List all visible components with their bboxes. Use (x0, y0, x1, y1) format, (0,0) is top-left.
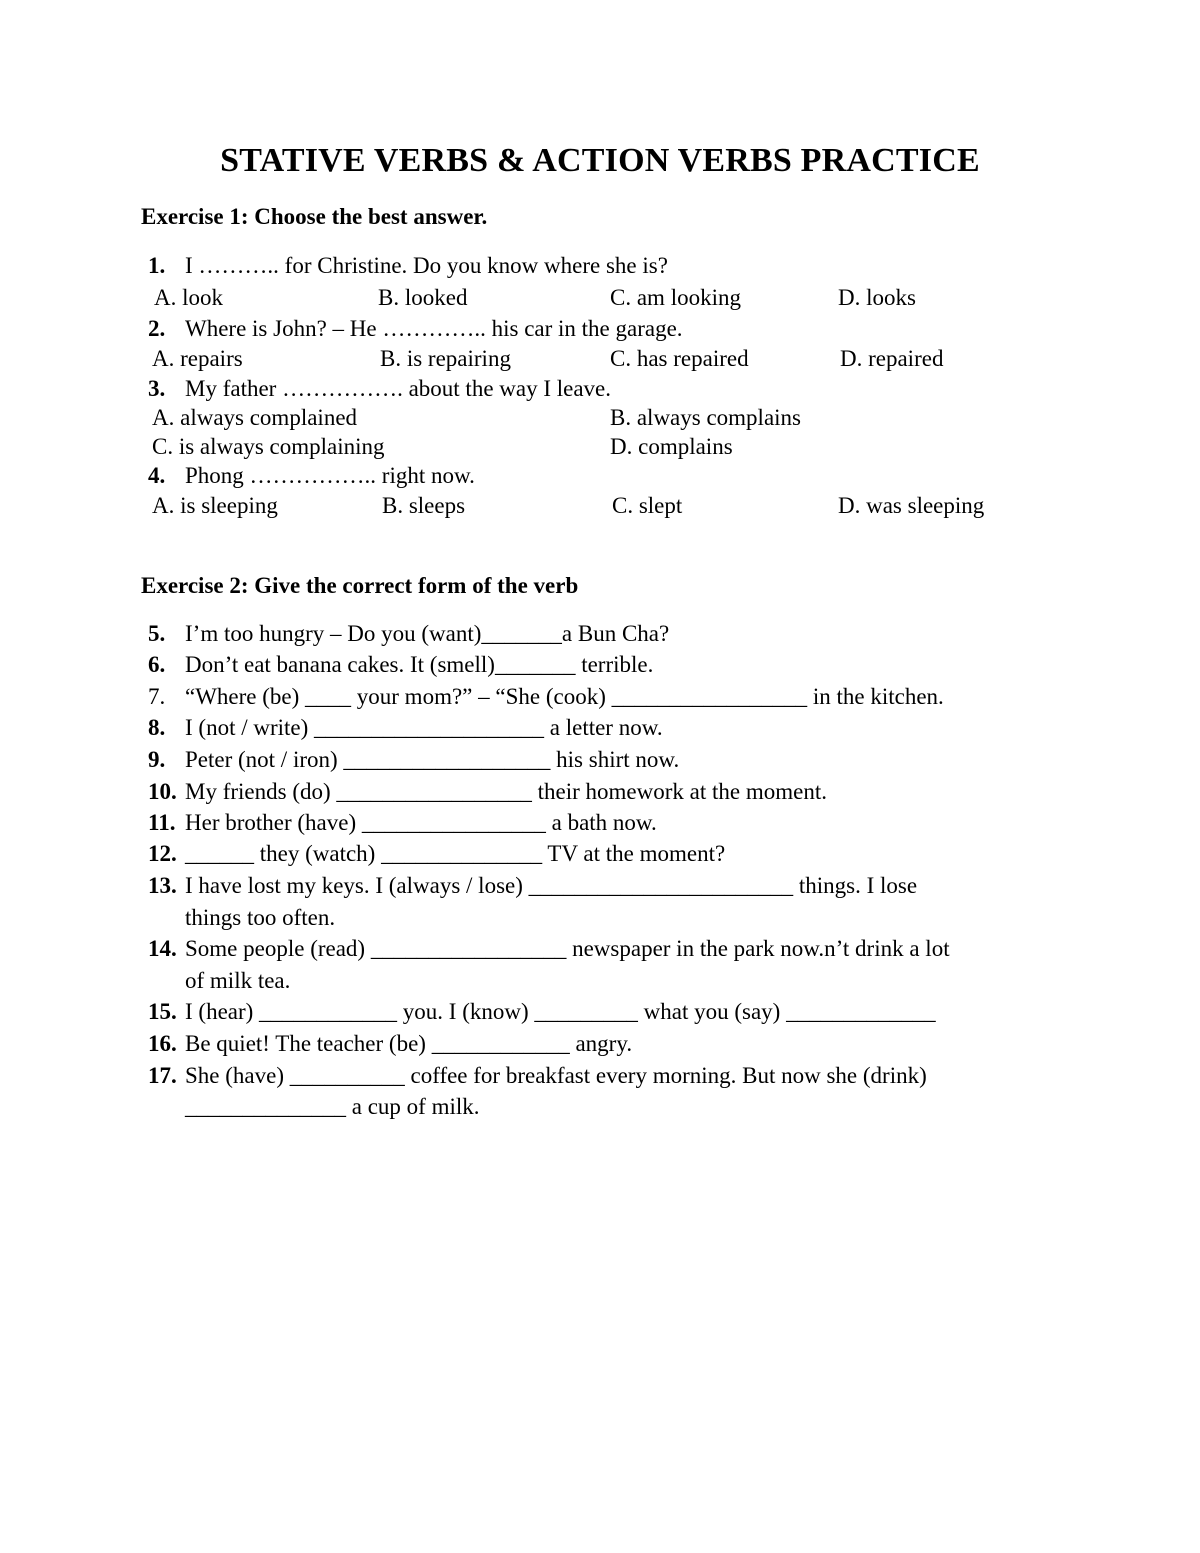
option-b: B. is repairing (380, 346, 511, 371)
option-d: D. complains (610, 434, 733, 459)
page-title: STATIVE VERBS & ACTION VERBS PRACTICE (220, 142, 980, 179)
question-text: Some people (read) _________________ newspaper in the park now.n’t drink a lot (185, 936, 950, 961)
question-text: Her brother (have) ________________ a bath now. (185, 810, 657, 835)
question-text: I have lost my keys. I (always / lose) _______________________ things. I lose (185, 873, 918, 898)
option-b: B. sleeps (382, 493, 466, 518)
option-d: D. repaired (840, 346, 944, 371)
question-number: 17. (148, 1063, 177, 1088)
question-number: 7. (148, 684, 166, 709)
question-number: 15. (148, 999, 177, 1024)
question-text: “Where (be) ____ your mom?” – “She (cook) _________________ in the kitchen. (185, 684, 944, 709)
option-c: C. has repaired (610, 346, 749, 371)
option-b: B. looked (378, 285, 468, 310)
question-text: Be quiet! The teacher (be) ____________ angry. (185, 1031, 633, 1056)
question-text: I (not / write) ____________________ a letter now. (185, 715, 663, 740)
option-a: A. look (154, 285, 223, 310)
question-text: Where is John? – He ………….. his car in the garage. (185, 316, 683, 341)
question-number: 13. (148, 873, 177, 898)
question-text-continued: ______________ a cup of milk. (185, 1094, 480, 1119)
question-number: 16. (148, 1031, 177, 1056)
option-b: B. always complains (610, 405, 801, 430)
option-a: A. repairs (152, 346, 243, 371)
question-text: Phong …………….. right now. (185, 463, 475, 488)
question-number: 3. (148, 376, 166, 401)
question-text-continued: things too often. (185, 905, 336, 930)
question-text: My father ……………. about the way I leave. (185, 376, 612, 401)
exercise-2-heading: Exercise 2: Give the correct form of the verb (141, 573, 579, 598)
question-number: 5. (148, 621, 166, 646)
question-number: 10. (148, 779, 177, 804)
question-text: ______ they (watch) ______________ TV at the moment? (185, 841, 726, 866)
option-c: C. am looking (610, 285, 741, 310)
question-text: Don’t eat banana cakes. It (smell)_______ terrible. (185, 652, 654, 677)
question-number: 6. (148, 652, 166, 677)
option-a: A. is sleeping (152, 493, 278, 518)
question-number: 8. (148, 715, 166, 740)
option-c: C. is always complaining (152, 434, 385, 459)
question-number: 9. (148, 747, 166, 772)
question-number: 4. (148, 463, 166, 488)
question-number: 11. (148, 810, 176, 835)
option-d: D. was sleeping (838, 493, 985, 518)
option-d: D. looks (838, 285, 916, 310)
question-text: Peter (not / iron) __________________ his shirt now. (185, 747, 680, 772)
question-number: 14. (148, 936, 177, 961)
option-a: A. always complained (152, 405, 358, 430)
question-number: 1. (148, 253, 166, 278)
question-text: I ……….. for Christine. Do you know where she is? (185, 253, 668, 278)
option-c: C. slept (612, 493, 683, 518)
question-text: I’m too hungry – Do you (want)_______a Bun Cha? (185, 621, 670, 646)
question-text: She (have) __________ coffee for breakfast every morning. But now she (drink) (185, 1063, 927, 1088)
question-text: My friends (do) _________________ their homework at the moment. (185, 779, 827, 804)
question-number: 12. (148, 841, 177, 866)
question-text-continued: of milk tea. (185, 968, 291, 993)
question-text: I (hear) ____________ you. I (know) _________ what you (say) _____________ (185, 999, 936, 1024)
question-number: 2. (148, 316, 166, 341)
exercise-1-heading: Exercise 1: Choose the best answer. (141, 204, 488, 229)
